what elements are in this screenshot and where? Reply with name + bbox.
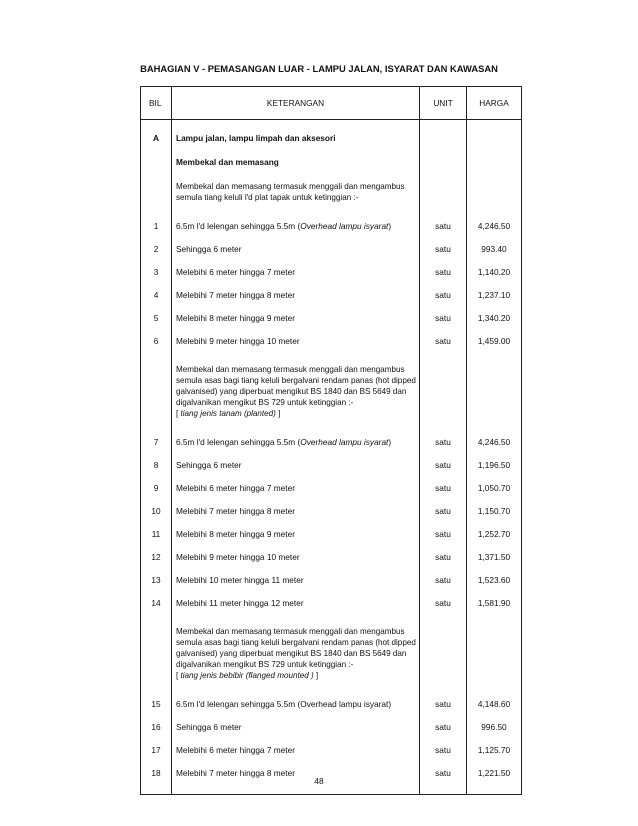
item-harga: 1,340.20 [467, 308, 522, 331]
item-description-text: Melebihi 6 meter hingga 7 meter [176, 483, 295, 493]
item-harga: 1,371.50 [467, 547, 522, 570]
item-harga: 1,140.20 [467, 262, 522, 285]
table-header-row [141, 87, 522, 120]
item-bil: 11 [141, 524, 172, 547]
table-row [141, 478, 522, 501]
header-harga: HARGA [467, 87, 522, 120]
item-bil: 9 [141, 478, 172, 501]
item-unit: satu [420, 455, 467, 478]
item-harga: 1,523.60 [467, 570, 522, 593]
section-intro: Membekal dan memasang termasuk menggali dan mengambus semula tiang keluli l'd plat tapak untuk ketinggian :- [172, 181, 420, 203]
item-bil: 3 [141, 262, 172, 285]
item-harga: 1,459.00 [467, 331, 522, 354]
item-description [172, 455, 420, 478]
item-description-text: Sehingga 6 meter [176, 722, 242, 732]
item-description [172, 593, 420, 616]
item-description-text: Melebihi 8 meter hingga 9 meter [176, 313, 295, 323]
description-row [141, 364, 522, 419]
item-description-suffix: ) [388, 221, 392, 231]
spacer-row [141, 786, 522, 795]
item-description-text: Melebihi 7 meter hingga 8 meter [176, 290, 295, 300]
paragraph-text: Membekal dan memasang termasuk menggali dan mengambus semula asas bagi tiang keluli bergalvani rendam panas (hot dipped galvanised) yang diperbuat mengikut BS 1840 dan BS 5649 dan digalvanikan mengikut BS 729 untuk ketinggian :- [176, 627, 416, 669]
intro-row [141, 181, 522, 203]
item-bil: 1 [141, 216, 172, 239]
item-unit: satu [420, 308, 467, 331]
item-description-text: Melebihi 7 meter hingga 8 meter [176, 506, 295, 516]
section-heading-row [141, 133, 522, 144]
table-row [141, 740, 522, 763]
item-harga: 1,581.90 [467, 593, 522, 616]
spacer-row [141, 168, 522, 181]
item-description-text: Melebihi 7 meter hingga 8 meter [176, 768, 295, 778]
item-description-text: 6.5m l'd lelengan sehingga 5.5m ( [176, 221, 301, 231]
table-row [141, 216, 522, 239]
table-row [141, 455, 522, 478]
item-description [172, 547, 420, 570]
table-row [141, 547, 522, 570]
item-description-emphasis: Overhead lampu isyarat [300, 221, 389, 231]
item-description-text: 6.5m l'd lelengan sehingga 5.5m ( [176, 437, 301, 447]
item-unit: satu [420, 547, 467, 570]
item-unit: satu [420, 216, 467, 239]
item-bil: 5 [141, 308, 172, 331]
item-unit: satu [420, 593, 467, 616]
item-description [172, 308, 420, 331]
item-description [172, 331, 420, 354]
item-description [172, 570, 420, 593]
item-harga: 1,125.70 [467, 740, 522, 763]
note-close: ] [313, 671, 319, 680]
item-unit: satu [420, 763, 467, 786]
item-bil: 12 [141, 547, 172, 570]
table-row [141, 262, 522, 285]
item-unit: satu [420, 432, 467, 455]
item-bil: 7 [141, 432, 172, 455]
item-harga: 1,252.70 [467, 524, 522, 547]
item-unit: satu [420, 262, 467, 285]
item-unit: satu [420, 331, 467, 354]
item-bil: 18 [141, 763, 172, 786]
item-bil: 16 [141, 717, 172, 740]
table-row [141, 239, 522, 262]
item-bil: 4 [141, 285, 172, 308]
item-description-suffix: ) [388, 437, 392, 447]
table-row [141, 432, 522, 455]
table-row [141, 331, 522, 354]
table-row [141, 593, 522, 616]
item-unit: satu [420, 285, 467, 308]
item-harga: 4,148.60 [467, 694, 522, 717]
item-description [172, 694, 420, 717]
item-description-emphasis: Overhead lampu isyarat [300, 437, 389, 447]
page-number: 48 [314, 776, 324, 786]
table-row [141, 285, 522, 308]
item-description [172, 432, 420, 455]
section-subheading: Membekal dan memasang [172, 157, 420, 168]
item-unit: satu [420, 478, 467, 501]
table-row [141, 694, 522, 717]
note-close: ] [275, 409, 281, 418]
item-harga: 1,196.50 [467, 455, 522, 478]
item-description [172, 262, 420, 285]
item-bil: 17 [141, 740, 172, 763]
item-bil: 6 [141, 331, 172, 354]
item-harga: 996.50 [467, 717, 522, 740]
item-description-text: Melebihi 11 meter hingga 12 meter [176, 598, 304, 608]
table-row [141, 524, 522, 547]
item-description-text: Melebihi 6 meter hingga 7 meter [176, 745, 295, 755]
note-open: [ [176, 409, 181, 418]
item-unit: satu [420, 717, 467, 740]
description-paragraph [172, 364, 420, 419]
spacer-row [141, 354, 522, 364]
header-keterangan: KETERANGAN [172, 87, 420, 120]
item-harga: 1,150.70 [467, 501, 522, 524]
item-unit: satu [420, 740, 467, 763]
header-bil: BIL [141, 87, 172, 120]
item-unit: satu [420, 239, 467, 262]
item-description [172, 717, 420, 740]
paragraph-text: Membekal dan memasang termasuk menggali dan mengambus semula asas bagi tiang keluli bergalvani rendam panas (hot dipped galvanised) yang diperbuat mengikut BS 1840 dan BS 5649 dan digalvanikan mengikut BS 729 untuk ketinggian :- [176, 365, 416, 407]
item-bil: 15 [141, 694, 172, 717]
item-description [172, 239, 420, 262]
note-open: [ [176, 671, 181, 680]
header-unit: UNIT [420, 87, 467, 120]
subheading-row [141, 157, 522, 168]
spacer-row [141, 681, 522, 694]
item-description-text: Melebihi 8 meter hingga 9 meter [176, 529, 295, 539]
paragraph-note [176, 670, 416, 681]
description-paragraph [172, 626, 420, 681]
description-row [141, 626, 522, 681]
item-unit: satu [420, 501, 467, 524]
item-description [172, 216, 420, 239]
item-bil: 2 [141, 239, 172, 262]
spacer-row [141, 203, 522, 216]
item-description-text: Sehingga 6 meter [176, 244, 242, 254]
spacer-row [141, 419, 522, 432]
spacer-row [141, 144, 522, 157]
item-bil: 13 [141, 570, 172, 593]
item-description-text: Melebihi 6 meter hingga 7 meter [176, 267, 295, 277]
item-description [172, 285, 420, 308]
table-row [141, 570, 522, 593]
spacer-row [141, 616, 522, 626]
item-harga: 4,246.50 [467, 432, 522, 455]
section-heading: Lampu jalan, lampu limpah dan aksesori [172, 133, 420, 144]
item-description [172, 478, 420, 501]
item-description-text: Melebihi 10 meter hingga 11 meter [176, 575, 304, 585]
item-description-text: Melebihi 9 meter hingga 10 meter [176, 336, 300, 346]
item-harga: 993.40 [467, 239, 522, 262]
item-description [172, 524, 420, 547]
item-description-text: 6.5m l'd lelengan sehingga 5.5m (Overhead lampu isyarat) [176, 699, 392, 709]
page-title: BAHAGIAN V - PEMASANGAN LUAR - LAMPU JALAN, ISYARAT DAN KAWASAN [140, 63, 498, 74]
table-row [141, 501, 522, 524]
item-unit: satu [420, 570, 467, 593]
item-unit: satu [420, 524, 467, 547]
item-harga: 1,237.10 [467, 285, 522, 308]
price-table [140, 86, 522, 795]
spacer-row [141, 120, 522, 134]
table-row [141, 717, 522, 740]
item-unit: satu [420, 694, 467, 717]
item-description [172, 501, 420, 524]
item-description-text: Sehingga 6 meter [176, 460, 242, 470]
item-harga: 4,246.50 [467, 216, 522, 239]
item-bil: 10 [141, 501, 172, 524]
section-bil: A [141, 133, 172, 144]
item-description-text: Melebihi 9 meter hingga 10 meter [176, 552, 300, 562]
item-description [172, 740, 420, 763]
table-row [141, 308, 522, 331]
item-harga: 1,050.70 [467, 478, 522, 501]
item-bil: 14 [141, 593, 172, 616]
item-harga: 1,221.50 [467, 763, 522, 786]
item-bil: 8 [141, 455, 172, 478]
note-text: tiang jenis tanam (planted) [180, 409, 276, 418]
note-text: tiang jenis bebibir (flanged mounted ) [180, 671, 314, 680]
paragraph-note [176, 408, 416, 419]
